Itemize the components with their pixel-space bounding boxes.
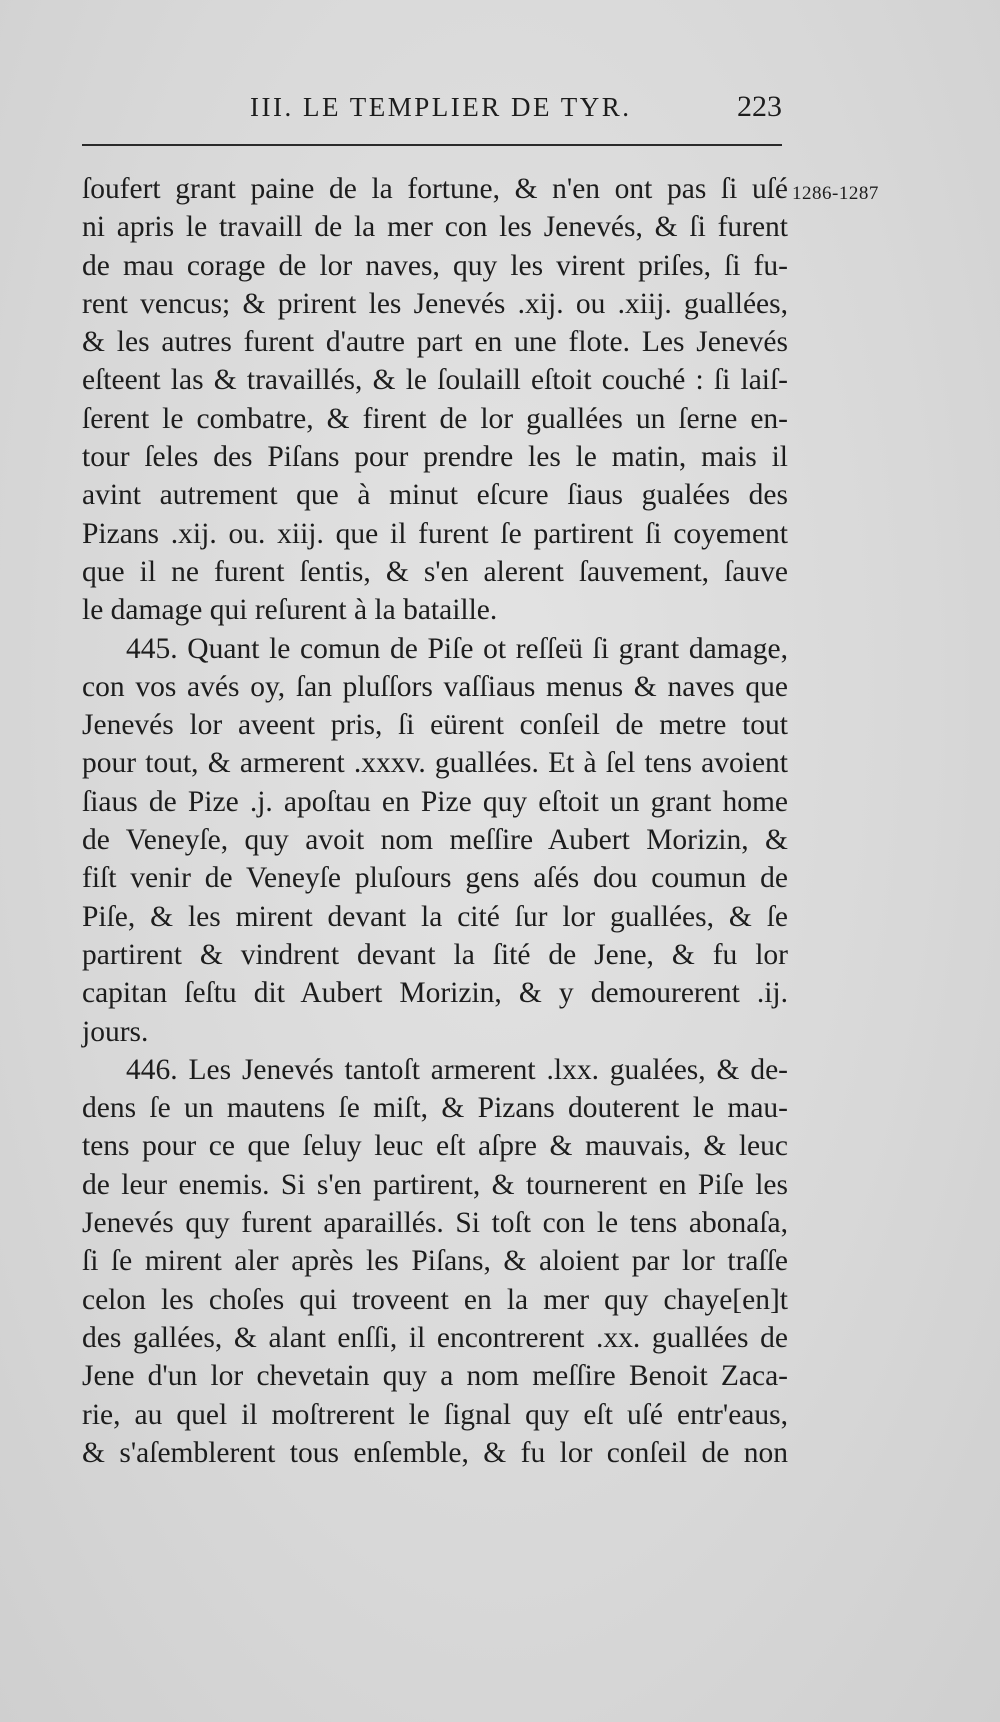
text-line: celon les choſes qui troveent en la mer quy chaye[en]t bbox=[82, 1283, 788, 1316]
margin-date-note: 1286-1287 bbox=[792, 183, 879, 204]
header-rule bbox=[82, 144, 782, 146]
text-line: capitan ſeſtu dit Aubert Morizin, & y demourerent .ij. bbox=[82, 977, 788, 1010]
text-line: ſi ſe mirent aler après les Piſans, & aloient par lor traſſe bbox=[82, 1245, 788, 1278]
text-line: rie, au quel il moſtrerent le ſignal quy eſt uſé entr'eaus, bbox=[82, 1398, 788, 1431]
text-line: partirent & vindrent devant la ſité de Jene, & fu lor bbox=[82, 938, 788, 971]
text-line: 445. Quant le comun de Piſe ot reſſeü ſi grant damage, bbox=[126, 632, 788, 665]
text-line: & s'aſemblerent tous enſemble, & fu lor conſeil de non bbox=[82, 1436, 788, 1469]
text-line: Jenevés lor aveent pris, ſi eürent conſeil de metre tout bbox=[82, 709, 788, 742]
text-line: Jene d'un lor chevetain quy a nom meſſire Benoit Zaca- bbox=[82, 1360, 788, 1393]
text-line: dens ſe un mautens ſe miſt, & Pizans douterent le mau- bbox=[82, 1092, 788, 1125]
page-header bbox=[82, 92, 782, 128]
text-line: 446. Les Jenevés tantoſt armerent .lxx. gualées, & de- bbox=[126, 1053, 788, 1086]
text-line: que il ne furent ſentis, & s'en alerent ſauvement, ſauve bbox=[82, 555, 788, 588]
text-line: le damage qui reſurent à la bataille. bbox=[82, 594, 498, 627]
text-line: Piſe, & les mirent devant la cité ſur lor guallées, & ſe bbox=[82, 900, 788, 933]
body-text bbox=[82, 170, 788, 1472]
running-title: III. LE TEMPLIER DE TYR. bbox=[250, 92, 632, 122]
text-line: de leur enemis. Si s'en partirent, & tournerent en Piſe les bbox=[82, 1168, 788, 1201]
text-line: eſteent las & travaillés, & le ſoulaill eſtoit couché : ſi laiſ- bbox=[82, 364, 788, 397]
text-line: ſoufert grant paine de la fortune, & n'en ont pas ſi uſé bbox=[82, 173, 788, 205]
text-line: des gallées, & alant enſſi, il encontrerent .xx. guallées de bbox=[82, 1321, 788, 1354]
text-line: jours. bbox=[82, 1015, 149, 1048]
page-number: 223 bbox=[737, 90, 782, 123]
text-line: fiſt venir de Veneyſe pluſours gens aſés dou coumun de bbox=[82, 862, 788, 895]
text-line: & les autres furent d'autre part en une flote. Les Jenevés bbox=[82, 326, 788, 359]
text-line: con vos avés oy, ſan pluſſors vaſſiaus menus & naves que bbox=[82, 670, 788, 703]
text-line: Pizans .xij. ou. xiij. que il furent ſe partirent ſi coyement bbox=[82, 517, 788, 550]
text-line: tour ſeles des Piſans pour prendre les le matin, mais il bbox=[82, 441, 788, 474]
text-line: Jenevés quy furent aparaillés. Si toſt con le tens abonaſa, bbox=[82, 1207, 788, 1240]
text-line: ſiaus de Pize .j. apoſtau en Pize quy eſtoit un grant home bbox=[82, 785, 788, 818]
text-line: de Veneyſe, quy avoit nom meſſire Aubert Morizin, & bbox=[82, 824, 788, 857]
text-line: rent vencus; & prirent les Jenevés .xij. ou .xiij. guallées, bbox=[82, 287, 788, 320]
text-line: avint autrement que à minut eſcure ſiaus gualées des bbox=[82, 479, 788, 512]
text-line: tens pour ce que ſeluy leuc eſt aſpre & mauvais, & leuc bbox=[82, 1130, 788, 1163]
text-line: de mau corage de lor naves, quy les virent priſes, ſi fu- bbox=[82, 249, 788, 282]
text-line: pour tout, & armerent .xxxv. guallées. Et à ſel tens avoient bbox=[82, 747, 788, 780]
text-line: ni apris le travaill de la mer con les Jenevés, & ſi furent bbox=[82, 211, 788, 244]
text-line: ſerent le combatre, & firent de lor guallées un ſerne en- bbox=[82, 402, 788, 435]
